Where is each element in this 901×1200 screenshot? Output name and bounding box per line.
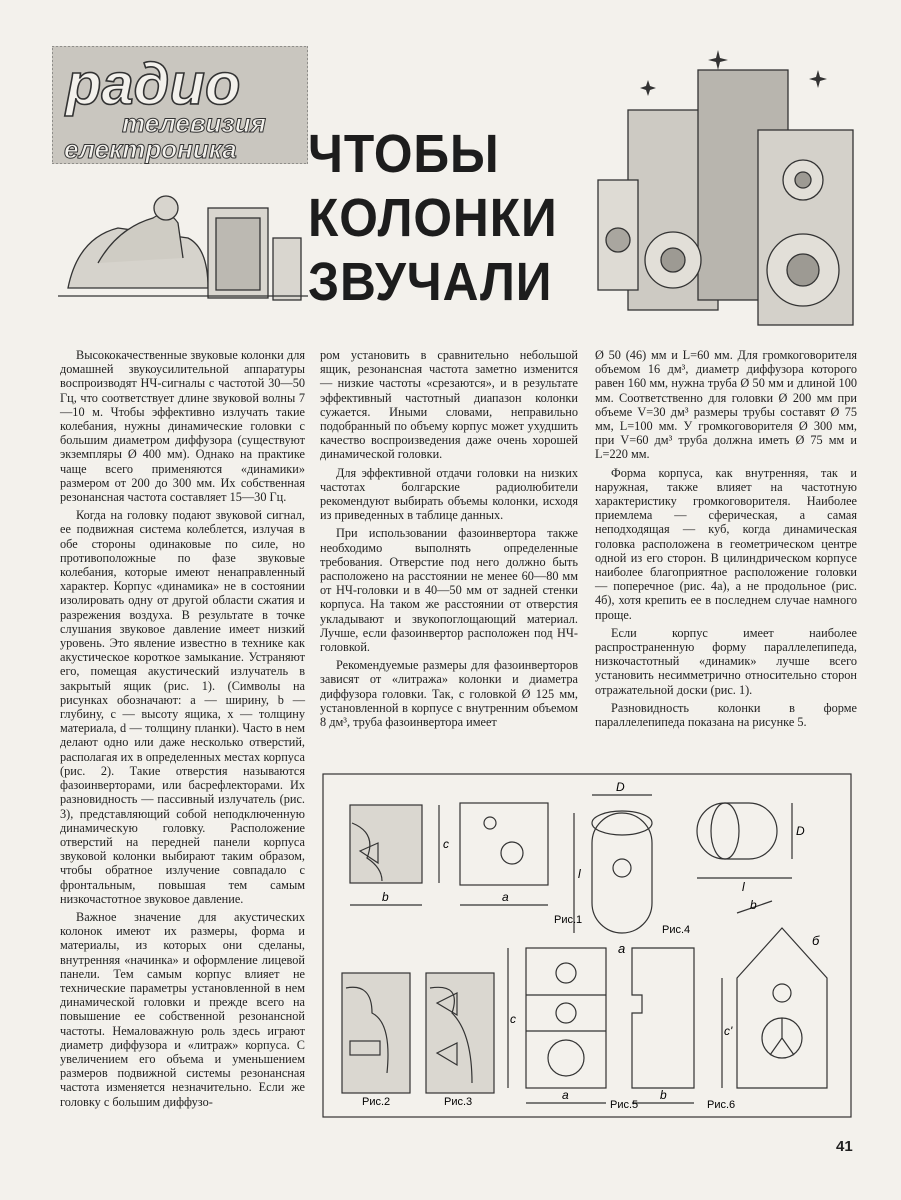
paragraph: Для эффективной отдачи головки на низких частотах болгарские радиолюбители рекомендуют выбирать объемы колонки, исходя из приведенных в таблице данных. <box>320 465 578 523</box>
fig4b-sublabel: б <box>812 933 820 948</box>
masthead-radio: радио <box>66 52 241 117</box>
fig1-caption: Рис.1 <box>554 914 583 926</box>
fig1-label-b: b <box>382 890 389 904</box>
header-illustration-speakers <box>588 40 860 332</box>
fig3-caption: Рис.3 <box>444 1096 473 1108</box>
paragraph: Рекомендуемые размеры для фазоинверторов зависят от «литража» колонки и диаметра диффузора головки. Так, с головкой Ø 125 мм, установленной в корпусе с внутренним объемом 8 дм³, труба фазоинвертора имеет <box>320 658 578 730</box>
fig5-label-c: c <box>510 1012 516 1026</box>
fig4b-cylinder <box>697 803 777 859</box>
fig4b-label-l: l <box>742 880 745 894</box>
fig3-cabinet <box>426 973 494 1093</box>
header-illustration-listener <box>58 168 308 308</box>
title-line-3: ЗВУЧАЛИ <box>308 252 553 312</box>
fig4-label-d: D <box>616 780 625 794</box>
paragraph: Важное значение для акустических колонок имеют их размеры, форма и материалы, из которых они сделаны, внутренняя «начинка» и оформление лицевой панели. Тем самым корпус влияет не технические параметры установленной в нем динамической головки и прежде всего на повышение ее собственной резонансной частоты. Немаловажную роль здесь играют диаметр диффузора и «литраж» корпуса. С увеличением его объема и уменьшением размеров подвижной системы резонансная частота изменяется незначительно. Если же головку с большим диффузо- <box>60 909 305 1109</box>
masthead-televizia: телевизия <box>122 108 266 138</box>
fig1-label-c: c <box>443 837 449 851</box>
fig4-label-l: l <box>578 867 581 881</box>
figures-panel <box>322 773 852 1118</box>
magazine-masthead <box>52 46 308 164</box>
title-line-2: КОЛОНКИ <box>308 188 558 248</box>
article-title <box>308 122 575 314</box>
paragraph: Разновидность колонки в форме параллелепипеда показана на рисунке 5. <box>595 700 857 730</box>
fig6-label-b: b <box>750 898 757 912</box>
fig4-caption: Рис.4 <box>662 924 691 936</box>
paragraph: ром установить в сравнительно небольшой ящик, резонансная частота заметно изменится — низкие частоты «срезаются», и в результате эффективный частотный диапазон колонки сужается. Иными словами, неправильно подобранный по объему корпус может ухудшить качество воспроизведения даже очень хорошей динамической головки. <box>320 348 578 462</box>
text-column-1 <box>60 348 305 1113</box>
text-column-2 <box>320 348 578 733</box>
fig4a-sublabel: а <box>618 941 626 956</box>
fig6-label-c: c' <box>724 1024 733 1038</box>
paragraph: Ø 50 (46) мм и L=60 мм. Для громкоговорителя объемом 16 дм³, диаметр диффузора которого равен 160 мм, нужна труба Ø 50 мм и длиной 100 мм. Соответственно для головки Ø 200 мм при объеме V=30 дм³ размеры трубы составят Ø 75 мм, L=100 мм. У громкоговорителя Ø 300 мм, при V=60 дм³ труба должна иметь Ø 75 мм и L=220 мм. <box>595 348 857 462</box>
fig1-front-view <box>460 803 548 885</box>
fig5-front <box>526 948 606 1088</box>
fig6-cabinet <box>737 928 827 1088</box>
fig5-label-b: b <box>660 1088 667 1102</box>
title-line-1: ЧТОБЫ <box>308 124 500 184</box>
fig2-caption: Рис.2 <box>362 1096 391 1108</box>
fig6-caption: Рис.6 <box>707 1099 736 1111</box>
fig5-caption: Рис.5 <box>610 1099 639 1111</box>
fig5-side <box>632 948 694 1088</box>
masthead-elektronika: електроника <box>64 134 237 164</box>
fig2-cabinet <box>342 973 410 1093</box>
paragraph: Форма корпуса, как внутренняя, так и наружная, также влияет на частотную характеристику громкоговорителя. Наиболее приемлема — сферическая, а самая неподходящая — куб, когда динамическая головка расположена в геометрическом центре одной из его сторон. В цилиндрическом корпусе наиболее благоприятное расположение головки — поперечное (рис. 4а), а не продольное (рис. 4б), хотя крепить ее в последнем случае намного проще. <box>595 465 857 622</box>
fig5-label-a: a <box>562 1088 569 1102</box>
paragraph: Когда на головку подают звуковой сигнал, ее подвижная система колеблется, излучая в обе стороны одинаковые по силе, но противоположные по фазе звуковые колебания, которые имеют ненаправленный характер. Корпус «динамика» не в состоянии изолировать одну от другой области сжатия и разрежения воздуха. В результате в точке слушания звуковое давление имеет низкий уровень. Это явление известно в технике как акустическое короткое замыкание. Устраняют его, помещая акустический излучатель в закрытый ящик (рис. 1). (Символы на рисунках обозначают: a — ширину, b — глубину, c — высоту ящика, x — толщину материала, d — толщину планки). Часто в нем делают одно или даже несколько отверстий, располагая их в определенных местах корпуса (рис. 2). Такие отверстия называются фазоинверторами, или басрефлекторами. Их разновидность — пассивный излучатель (рис. 3), представляющий собой неподключенную динамическую головку. Расположение отверстий на передней панели корпуса звуковой колонки выбирают таким образом, чтобы обратное излучение совпадало с фронтальным, повышая тем самым низкочастотное звуковое давление. <box>60 508 305 906</box>
fig4b-label-d: D <box>796 824 805 838</box>
page-number: 41 <box>836 1138 853 1155</box>
fig1-label-a: a <box>502 890 509 904</box>
fig1-side-view <box>350 805 422 883</box>
paragraph: При использовании фазоинвертора также необходимо выполнять определенные требования. Отверстие под него должно быть расположено на расстоянии не менее 60—80 мм от НЧ-головки и в 40—50 мм от задней стенки корпуса. На таком же расстоянии от отверстия укладывают и звукопоглощающий материал. Лучше, если фазоинвертор расположен под НЧ-головкой. <box>320 526 578 655</box>
text-column-3 <box>595 348 857 733</box>
paragraph: Высококачественные звуковые колонки для домашней звукоусилительной аппаратуры воспроизводят НЧ-сигналы с частотой 30—50 Гц, что соответствует длине звуковой волны 7—10 м. Чтобы эффективно излучать такие колебания, нужны динамические головки с большим диаметром диффузора (существуют экземпляры Ø 400 мм). Однако на практике чаще всего применяются «динамики» размером от 200 до 300 мм. Их собственная резонансная частота составляет 15—30 Гц. <box>60 348 305 505</box>
paragraph: Если корпус имеет наиболее распространенную форму параллелепипеда, низкочастотный «динамик» лучше всего установить несимметрично относительно сторон отражательной доски (рис. 1). <box>595 625 857 697</box>
